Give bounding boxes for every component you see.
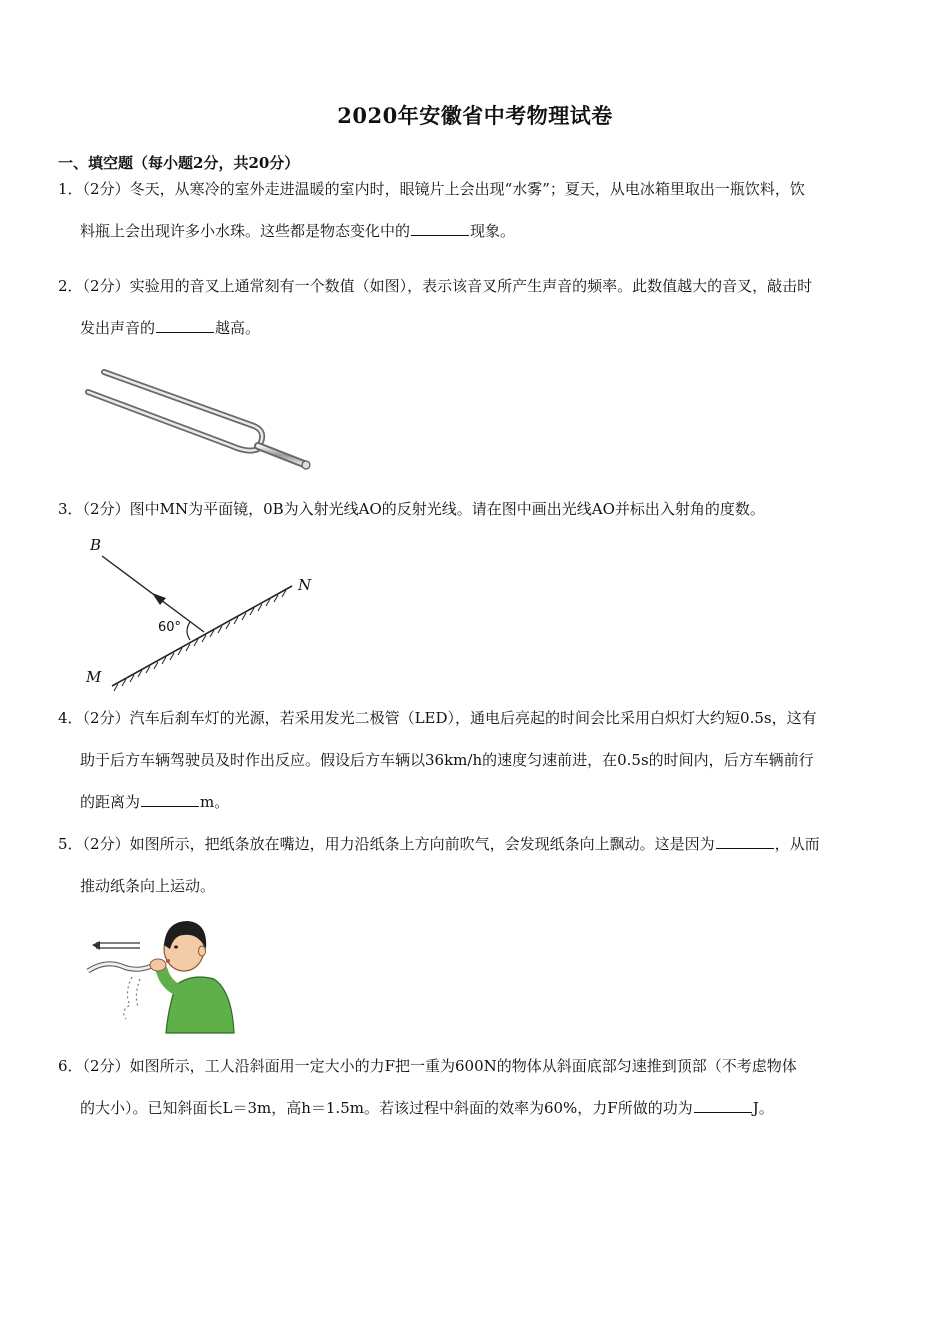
question-4-text-end: m。 [200,793,230,811]
question-1-text-end: 现象。 [470,222,516,240]
question-4-line-1: 4．（2分）汽车后刹车灯的光源，若采用发光二极管（LED），通电后亮起的时间会比采用白炽灯大约短0.5s，这有 [58,709,817,727]
question-6-line-1: 6．（2分）如图所示，工人沿斜面用一定大小的力F把一重为600N的物体从斜面底部匀速推到顶部（不考虑物体 [58,1057,797,1075]
question-4 [58,697,893,823]
mirror-diagram [80,534,330,694]
question-1 [58,168,893,252]
question-2-text: 发出声音的 [80,319,156,337]
answer-blank[interactable] [694,1098,752,1113]
question-6-line-2 [58,1087,893,1129]
question-5-line-2: 推动纸条向上运动。 [80,877,216,895]
label-m: M [86,668,102,686]
question-6 [58,1045,893,1129]
question-1-text: 料瓶上会出现许多小水珠。这些都是物态变化中的 [80,222,411,240]
question-4-line-3 [58,781,893,823]
question-2-line-2 [58,307,893,349]
question-4-line-2: 助于后方车辆驾驶员及时作出反应。假设后方车辆以36km/h的速度匀速前进，在0.5s的时间内，后方车辆前行 [80,751,814,769]
answer-blank[interactable] [411,221,469,236]
boy-blowing-paper-icon [80,915,240,1035]
page-title: 2020年安徽省中考物理试卷 [337,103,613,128]
question-2 [58,265,893,349]
answer-blank[interactable] [156,318,214,333]
label-n: N [298,576,312,594]
question-4-text: 的距离为 [80,793,141,811]
question-5-line-1 [58,823,893,865]
question-2-text-end: 越高。 [215,319,261,337]
question-5-text-end: ，从而 [774,835,820,853]
answer-blank[interactable] [716,834,774,849]
question-1-line-1: 1．（2分）冬天，从寒冷的室外走进温暖的室内时，眼镜片上会出现“水雾”；夏天，从电冰箱里取出一瓶饮料，饮 [58,180,805,198]
question-5-text: 5．（2分）如图所示，把纸条放在嘴边，用力沿纸条上方向前吹气，会发现纸条向上飘动。这是因为 [58,835,715,853]
question-5 [58,823,893,907]
tuning-fork-icon [82,360,322,480]
answer-blank[interactable] [141,792,199,807]
label-b: B [90,536,102,554]
angle-label: 60° [158,620,182,635]
question-6-text-end: J。 [752,1099,774,1117]
section-heading: 一、填空题（每小题2分，共20分） [58,154,300,172]
question-3-line-1: 3．（2分）图中MN为平面镜，0B为入射光线AO的反射光线。请在图中画出光线AO并标出入射角的度数。 [58,500,765,518]
question-1-line-2 [58,210,893,252]
question-6-text: 的大小）。已知斜面长L＝3m，高h＝1.5m。若该过程中斜面的效率为60%，力F所做的功为 [80,1099,693,1117]
question-2-line-1: 2．（2分）实验用的音叉上通常刻有一个数值（如图），表示该音叉所产生声音的频率。此数值越大的音叉，敲击时 [58,277,813,295]
question-3 [58,488,893,530]
